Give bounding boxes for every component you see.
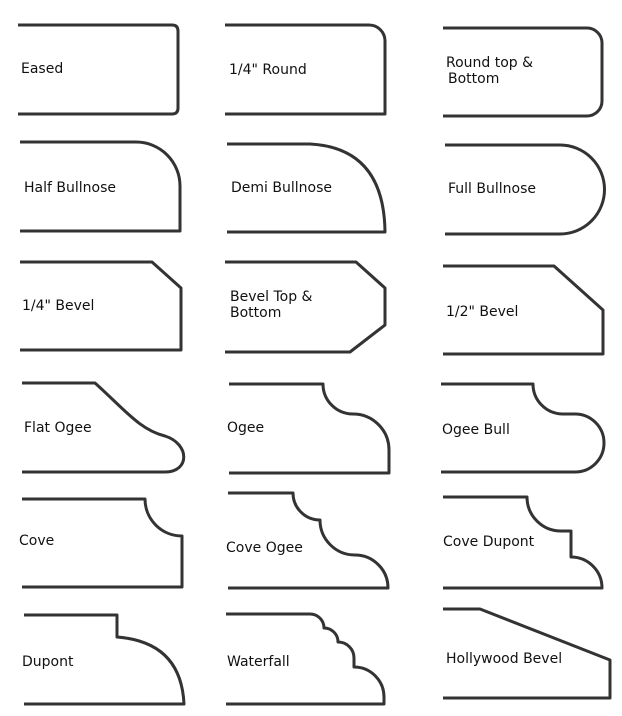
ogee-label: Ogee — [227, 420, 265, 436]
profile-quarter-round — [225, 25, 385, 114]
profile-full-bullnose — [445, 145, 605, 234]
ogee-bull-label: Ogee Bull — [442, 422, 510, 438]
dupont-label: Dupont — [22, 654, 74, 670]
profile-cove — [19, 499, 182, 587]
profile-flat-ogee — [22, 383, 184, 472]
half-bullnose-label: Half Bullnose — [24, 180, 116, 196]
bevel-top-bottom-label: Bevel Top & Bottom — [230, 289, 313, 321]
waterfall-label: Waterfall — [227, 654, 290, 670]
demi-bullnose-label: Demi Bullnose — [231, 180, 332, 196]
profile-demi-bullnose — [227, 144, 385, 232]
full-bullnose-label: Full Bullnose — [448, 181, 536, 197]
round-top-bottom-label: Round top & Bottom — [446, 55, 534, 87]
profile-bevel-top-bottom — [225, 262, 385, 352]
profile-round-top-bottom — [443, 28, 602, 116]
profile-half-bevel — [443, 266, 603, 354]
profile-ogee-bull — [441, 384, 604, 472]
profile-half-bullnose — [20, 142, 180, 231]
profile-waterfall — [226, 614, 384, 704]
hollywood-bevel-label: Hollywood Bevel — [446, 651, 563, 667]
quarter-round-label: 1/4" Round — [229, 62, 307, 78]
cove-dupont-label: Cove Dupont — [443, 534, 535, 550]
cove-label: Cove — [19, 533, 55, 549]
profile-eased — [18, 25, 178, 114]
flat-ogee-label: Flat Ogee — [24, 420, 92, 436]
profile-hollywood-bevel — [443, 609, 610, 698]
profile-ogee — [227, 384, 389, 473]
eased-label: Eased — [21, 61, 64, 77]
profile-cove-dupont — [443, 497, 602, 588]
profile-dupont — [22, 615, 184, 704]
cove-ogee-label: Cove Ogee — [226, 540, 303, 556]
half-bevel-label: 1/2" Bevel — [446, 304, 519, 320]
quarter-bevel-label: 1/4" Bevel — [22, 298, 95, 314]
profile-quarter-bevel — [20, 262, 181, 350]
profile-cove-ogee — [226, 493, 388, 588]
